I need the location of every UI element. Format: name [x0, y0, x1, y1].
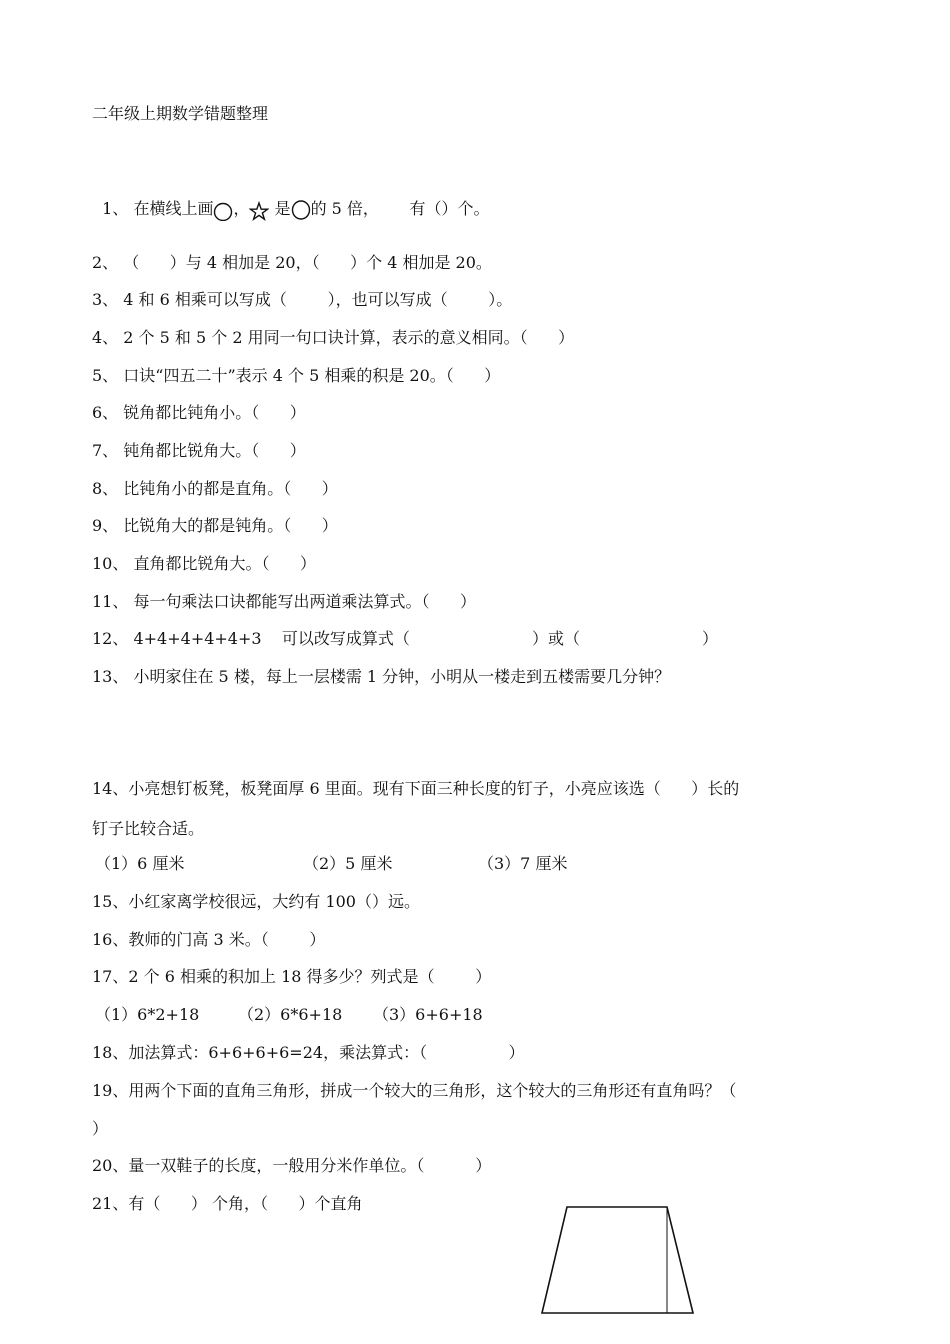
q14-option-3: （3）7 厘米 — [478, 854, 568, 873]
q17-option-2: （2）6*6+18 — [238, 1005, 343, 1024]
question-7 — [92, 440, 306, 462]
question-14-line2: 钉子比较合适。 — [92, 819, 205, 838]
q17-option-3: （3）6+6+18 — [373, 1005, 483, 1024]
question-13 — [92, 666, 670, 688]
q14-option-2: （2）5 厘米 — [303, 854, 393, 873]
question-number: 9、 — [92, 516, 119, 535]
page-title: 二年级上期数学错题整理 — [92, 104, 269, 123]
question-number: 13、 — [92, 667, 129, 686]
question-17: 17、2 个 6 相乘的积加上 18 得多少？列式是（ ） — [92, 967, 492, 986]
question-text: （ ）与 4 相加是 20，（ ）个 4 相加是 20。 — [118, 253, 492, 272]
question-2 — [92, 252, 492, 274]
question-15: 15、小红家离学校很远，大约有 100（）远。 — [92, 892, 420, 911]
question-text: 4 和 6 相乘可以写成（ ），也可以写成（ ）。 — [118, 290, 513, 309]
question-number: 2、 — [92, 253, 119, 272]
question-19-line1: 19、用两个下面的直角三角形，拼成一个较大的三角形，这个较大的三角形还有直角吗？（ — [92, 1081, 737, 1100]
question-number: 1、 — [102, 199, 129, 218]
question-text: 2 个 5 和 5 个 2 用同一句口诀计算，表示的意义相同。（ ） — [118, 328, 575, 347]
question-text: 钝角都比锐角大。（ ） — [118, 441, 306, 460]
question-14-line1: 14、小亮想钉板凳，板凳面厚 6 里面。现有下面三种长度的钉子，小亮应该选（ ）长的 — [92, 779, 740, 798]
q1-text-b: ， — [233, 199, 250, 218]
question-16: 16、教师的门高 3 米。（ ） — [92, 930, 326, 949]
q1-text-d: 的 5 倍， — [310, 199, 379, 218]
question-1 — [92, 176, 489, 221]
question-text: 比钝角小的都是直角。（ ） — [118, 479, 338, 498]
q1-text-c: 是 — [269, 199, 291, 218]
question-number: 10、 — [92, 554, 129, 573]
question-number: 5、 — [92, 366, 119, 385]
question-text: 每一句乘法口诀都能写出两道乘法算式。（ ） — [128, 592, 476, 611]
circle-icon — [291, 199, 311, 221]
circle-icon — [213, 199, 233, 221]
trapezoid-outline — [542, 1207, 693, 1313]
question-text: 4+4+4+4+4+3 可以改写成算式（ ）或（ ） — [128, 629, 719, 648]
question-11 — [92, 591, 476, 613]
question-12 — [92, 628, 718, 650]
question-21: 21、有（ ） 个角，（ ）个直角 — [92, 1194, 363, 1213]
question-3 — [92, 289, 512, 311]
question-5 — [92, 365, 500, 387]
question-8 — [92, 478, 338, 500]
trapezoid-figure — [530, 1200, 710, 1320]
q17-option-1: （1）6*2+18 — [95, 1005, 200, 1024]
question-number: 8、 — [92, 479, 119, 498]
question-4 — [92, 327, 574, 349]
question-20: 20、量一双鞋子的长度，一般用分米作单位。（ ） — [92, 1156, 492, 1175]
question-19-line2: ） — [92, 1119, 109, 1138]
q1-text-a: 在横线上画 — [128, 199, 214, 218]
question-text: 比锐角大的都是钝角。（ ） — [118, 516, 338, 535]
question-number: 4、 — [92, 328, 119, 347]
question-text: 直角都比锐角大。（ ） — [128, 554, 316, 573]
q14-option-1: （1）6 厘米 — [95, 854, 185, 873]
question-6 — [92, 402, 306, 424]
question-number: 11、 — [92, 592, 129, 611]
star-icon — [249, 199, 269, 221]
q1-text-e: 有（）个。 — [378, 199, 490, 218]
question-number: 6、 — [92, 403, 119, 422]
question-text: 口诀“四五二十”表示 4 个 5 相乘的积是 20。（ ） — [118, 366, 501, 385]
question-text: 锐角都比钝角小。（ ） — [118, 403, 306, 422]
question-number: 7、 — [92, 441, 119, 460]
question-18: 18、加法算式：6+6+6+6=24，乘法算式：（ ） — [92, 1043, 525, 1062]
question-text: 小明家住在 5 楼，每上一层楼需 1 分钟，小明从一楼走到五楼需要几分钟？ — [128, 667, 671, 686]
question-10 — [92, 553, 316, 575]
question-number: 12、 — [92, 629, 129, 648]
question-number: 3、 — [92, 290, 119, 309]
question-9 — [92, 515, 338, 537]
